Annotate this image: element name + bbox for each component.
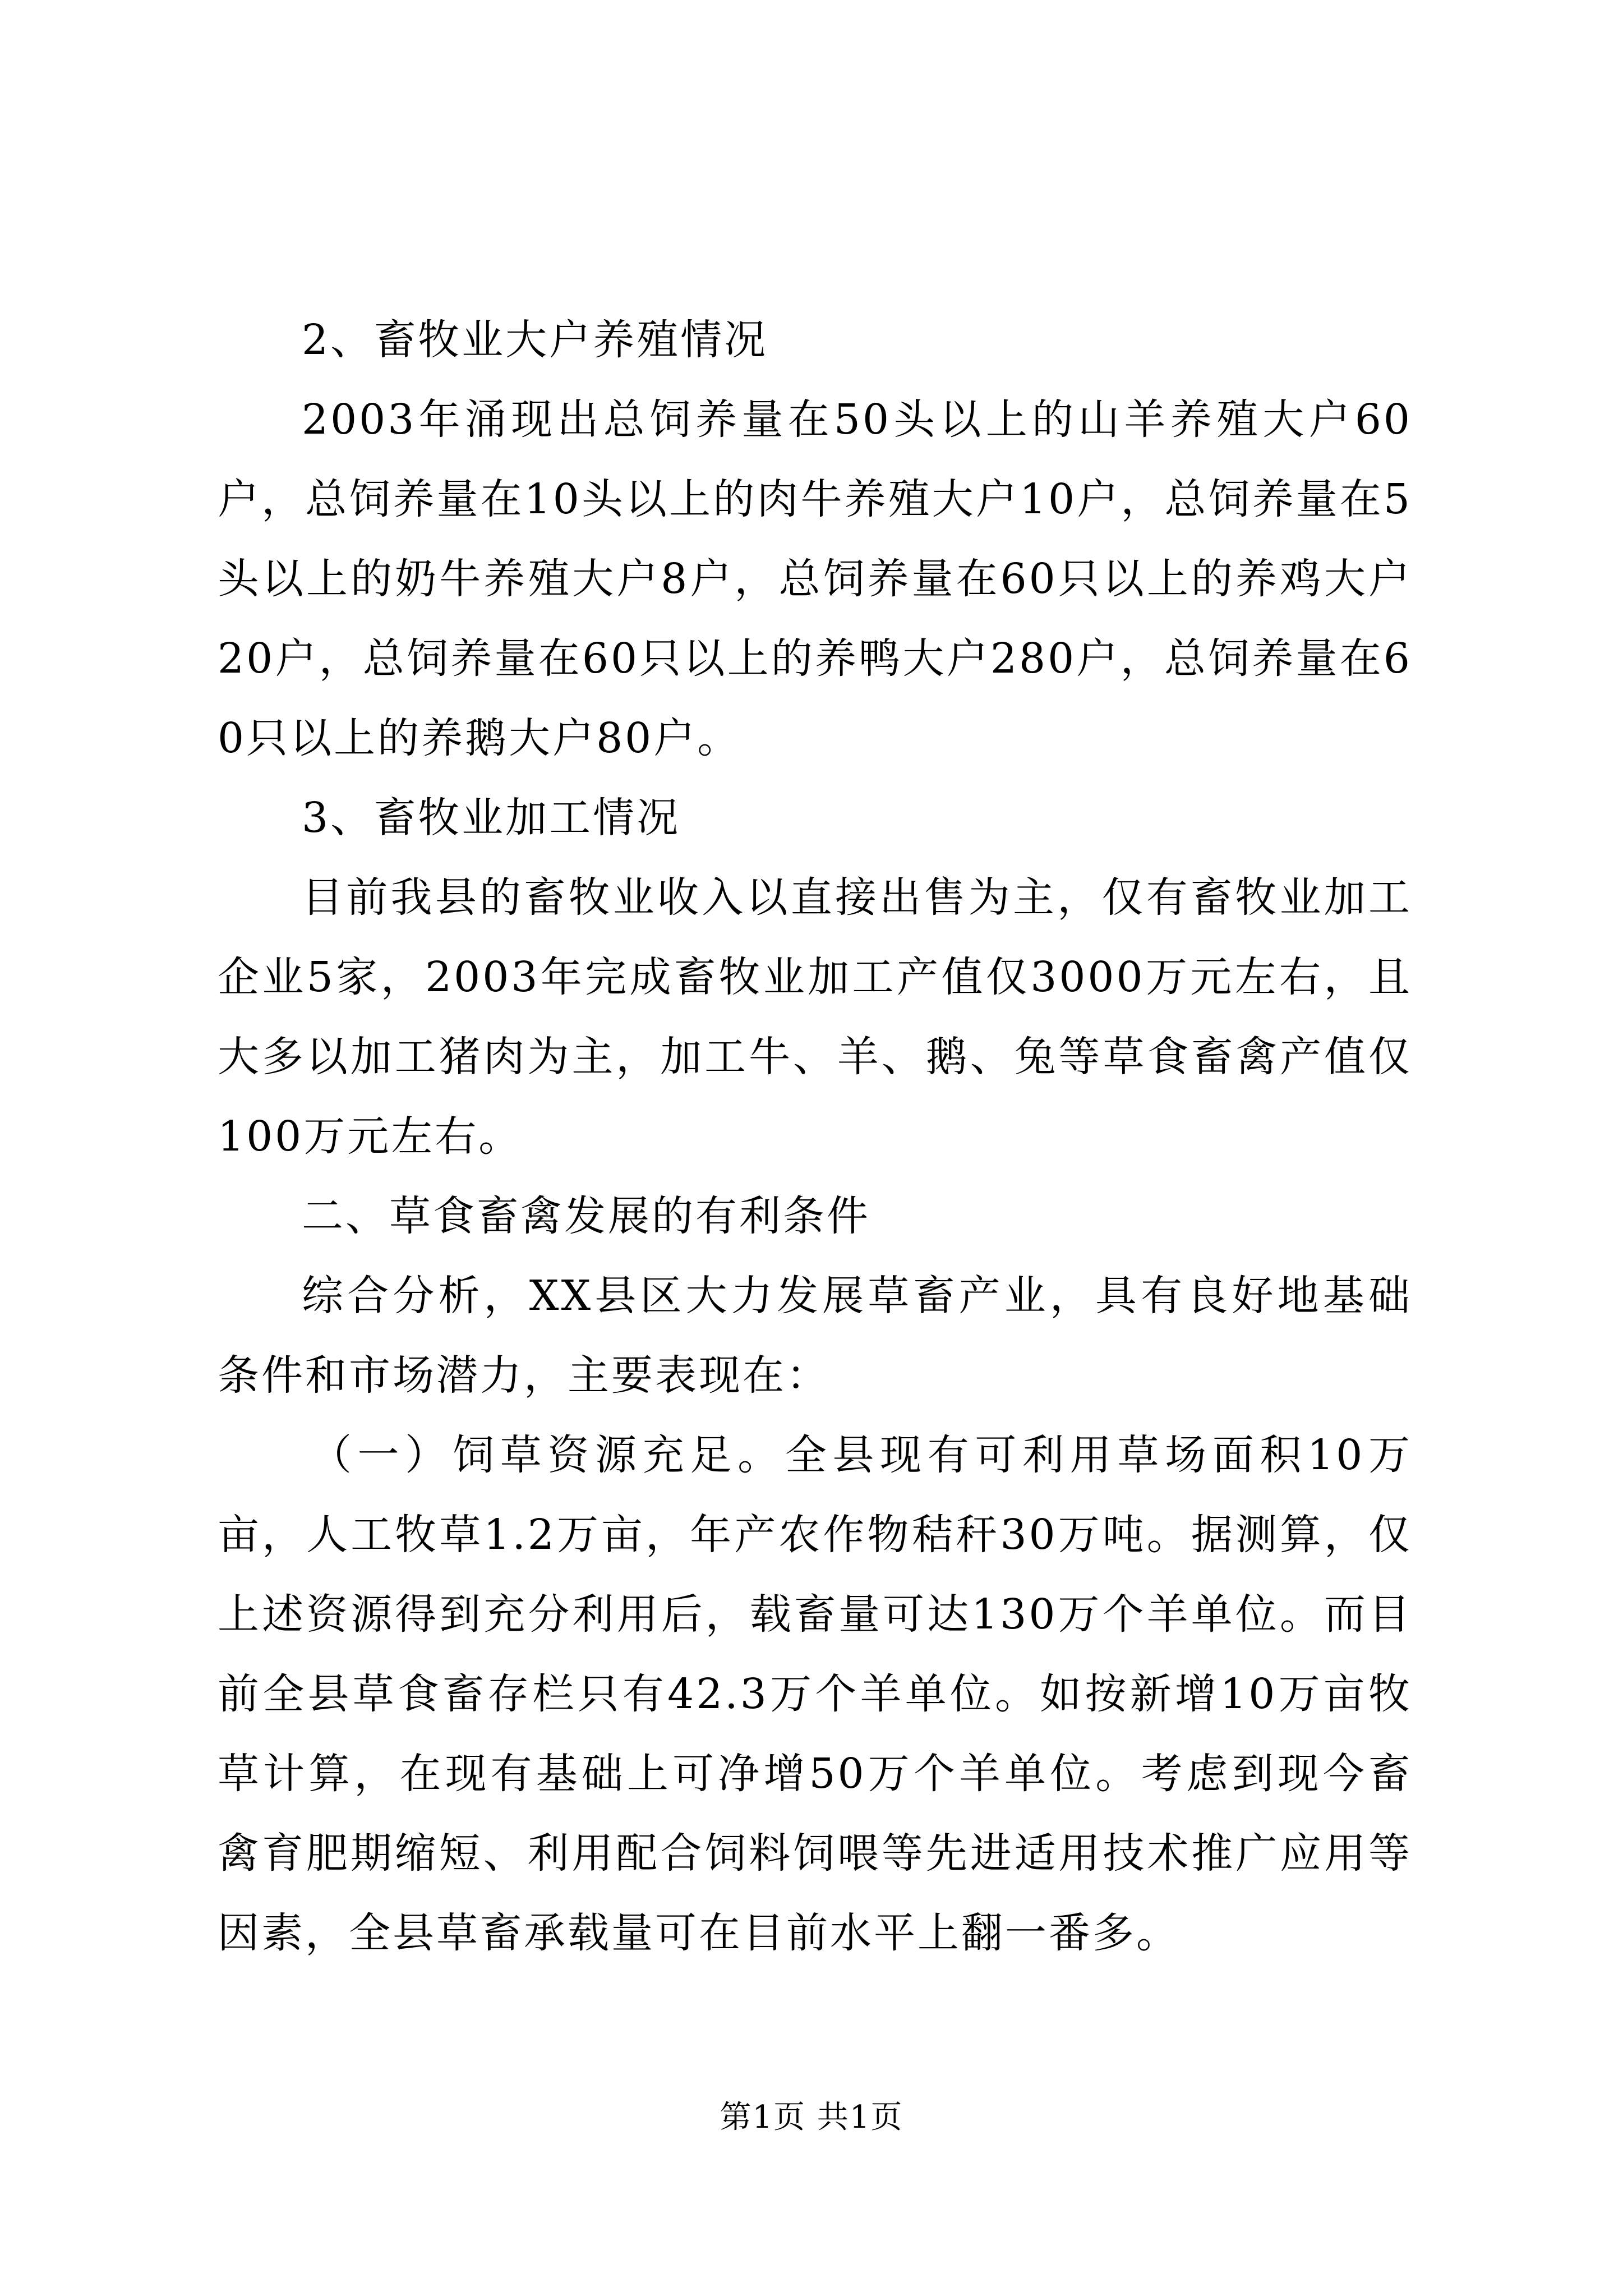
section-heading-livestock-households: 2、畜牧业大户养殖情况: [302, 316, 768, 364]
paragraph-forage-resources: （一）饲草资源充足。全县现有可利用草场面积10万亩，人工牧草1.2万亩，年产农作物秸秆30万吨。据测算，仅上述资源得到充分利用后，载畜量可达130万个羊单位。而目前全县草食畜存栏只有42.3万个羊单位。如按新增10万亩牧草计算，在现有基础上可净增50万个羊单位。考虑到现今畜禽育肥期缩短、利用配合饲料饲喂等先进适用技术推广应用等因素，全县草畜承载量可在目前水平上翻一番多。: [218, 1431, 1412, 1957]
section-heading-favorable-conditions: 二、草食畜禽发展的有利条件: [302, 1192, 870, 1240]
paragraph-livestock-households: 2003年涌现出总饲养量在50头以上的山羊养殖大户60户，总饲养量在10头以上的肉牛养殖大户10户，总饲养量在5头以上的奶牛养殖大户8户，总饲养量在60只以上的养鸡大户20户，总饲养量在60只以上的养鸭大户280户，总饲养量在60只以上的养鹅大户80户。: [218, 395, 1412, 762]
page-footer: 第1页 共1页: [720, 2099, 903, 2136]
section-heading-livestock-processing: 3、畜牧业加工情况: [302, 794, 681, 842]
paragraph-livestock-processing: 目前我县的畜牧业收入以直接出售为主，仅有畜牧业加工企业5家，2003年完成畜牧业加工产值仅3000万元左右，且大多以加工猪肉为主，加工牛、羊、鹅、兔等草食畜禽产值仅100万元左右。: [218, 873, 1412, 1161]
paragraph-overview: 综合分析，XX县区大力发展草畜产业，具有良好地基础条件和市场潜力，主要表现在：: [218, 1272, 1412, 1400]
document-body: [218, 300, 1412, 1973]
